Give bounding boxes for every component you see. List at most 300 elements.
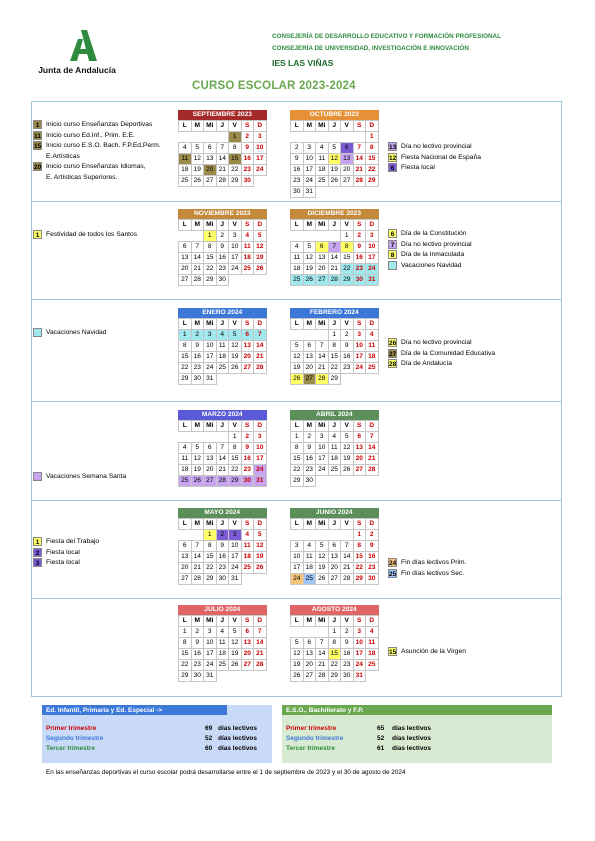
weekday-header: D <box>366 616 379 627</box>
legend-swatch: 1 <box>33 120 42 129</box>
day-cell: 31 <box>204 671 217 682</box>
day-cell: 9 <box>241 143 254 154</box>
day-cell: 10 <box>291 552 304 563</box>
empty-cell <box>191 432 204 443</box>
day-cell: 17 <box>204 649 217 660</box>
weekday-header: J <box>328 121 341 132</box>
month-title: JUNIO 2024 <box>290 508 379 518</box>
empty-cell <box>316 627 329 638</box>
empty-cell <box>328 132 341 143</box>
day-cell: 19 <box>316 563 329 574</box>
weekday-header: L <box>291 121 304 132</box>
day-cell: 21 <box>254 649 267 660</box>
weekday-header: S <box>353 319 366 330</box>
empty-cell <box>341 476 354 487</box>
day-cell: 9 <box>291 154 304 165</box>
day-cell: 5 <box>316 541 329 552</box>
day-cell: 1 <box>179 627 192 638</box>
empty-cell <box>254 176 267 187</box>
legend-text: Inicio curso E.S.O. Bach. F.P.Ed,Perm. <box>46 142 161 149</box>
day-cell: 9 <box>216 541 229 552</box>
day-cell: 2 <box>341 330 354 341</box>
legend-text: Vacaciones Navidad <box>46 329 107 336</box>
day-cell: 15 <box>179 649 192 660</box>
day-cell: 31 <box>366 275 379 286</box>
legend-item <box>33 131 161 142</box>
day-cell: 31 <box>303 187 316 198</box>
day-cell: 19 <box>229 649 242 660</box>
day-cell: 13 <box>241 638 254 649</box>
day-cell: 30 <box>216 275 229 286</box>
weekday-header: D <box>254 421 267 432</box>
legend-section-5-right <box>388 558 466 579</box>
day-cell: 24 <box>254 165 267 176</box>
day-cell: 10 <box>366 242 379 253</box>
day-cell: 25 <box>303 574 316 585</box>
day-cell: 18 <box>179 165 192 176</box>
day-cell: 27 <box>303 671 316 682</box>
empty-cell <box>204 132 217 143</box>
day-cell: 7 <box>366 432 379 443</box>
day-cell: 1 <box>328 330 341 341</box>
calendar-july-2024 <box>178 605 267 682</box>
day-cell: 4 <box>316 143 329 154</box>
day-cell: 15 <box>229 154 242 165</box>
day-cell: 8 <box>204 541 217 552</box>
empty-cell <box>316 187 329 198</box>
day-cell: 29 <box>328 374 341 385</box>
empty-cell <box>316 476 329 487</box>
day-cell: 29 <box>341 275 354 286</box>
empty-cell <box>366 476 379 487</box>
legend-section-1 <box>33 120 161 183</box>
legend-section-3 <box>33 328 106 339</box>
weekday-header: S <box>241 121 254 132</box>
day-cell: 26 <box>316 574 329 585</box>
legend-item <box>33 141 161 152</box>
day-cell: 1 <box>353 530 366 541</box>
legend-item <box>388 338 495 349</box>
weekday-header: V <box>229 421 242 432</box>
day-cell: 3 <box>291 541 304 552</box>
legend-text: Día no lectivo provincial <box>401 143 472 150</box>
day-cell: 11 <box>241 242 254 253</box>
day-cell: 19 <box>291 363 304 374</box>
day-cell: 22 <box>229 165 242 176</box>
day-cell: 3 <box>254 432 267 443</box>
day-cell: 1 <box>229 132 242 143</box>
weekday-header: J <box>216 220 229 231</box>
day-cell: 23 <box>366 563 379 574</box>
empty-cell <box>316 530 329 541</box>
weekday-header: M <box>191 616 204 627</box>
day-cell: 16 <box>291 165 304 176</box>
day-cell: 16 <box>191 352 204 363</box>
row-unit: días lectivos <box>218 725 258 732</box>
day-cell: 22 <box>328 660 341 671</box>
day-cell: 23 <box>191 363 204 374</box>
weekday-header: J <box>328 616 341 627</box>
day-cell: 13 <box>179 253 192 264</box>
day-cell: 22 <box>179 363 192 374</box>
weekday-header: L <box>291 319 304 330</box>
legend-section-2-right <box>388 229 472 271</box>
day-cell: 19 <box>328 165 341 176</box>
weekday-header: Mi <box>316 421 329 432</box>
day-cell: 14 <box>191 552 204 563</box>
footer-note: En las enseñanzas deportivas el curso escolar podrá desarrollarse entre el 1 de septiembre de 2023 y el 30 de agosto de 2024 <box>46 769 406 776</box>
day-cell: 22 <box>366 165 379 176</box>
day-cell: 21 <box>191 264 204 275</box>
day-cell: 22 <box>341 264 354 275</box>
day-cell: 10 <box>229 242 242 253</box>
day-cell: 3 <box>204 330 217 341</box>
day-cell: 30 <box>291 187 304 198</box>
empty-cell <box>341 132 354 143</box>
day-cell: 6 <box>179 242 192 253</box>
weekday-header: S <box>353 421 366 432</box>
day-cell: 21 <box>341 563 354 574</box>
day-cell: 17 <box>254 454 267 465</box>
day-cell: 16 <box>353 253 366 264</box>
day-cell: 26 <box>328 176 341 187</box>
day-cell: 24 <box>316 465 329 476</box>
weekday-header: M <box>303 616 316 627</box>
day-cell: 29 <box>291 476 304 487</box>
legend-text: Día de Andalucía <box>401 360 452 367</box>
day-cell: 21 <box>328 264 341 275</box>
weekday-header: S <box>241 421 254 432</box>
day-cell: 12 <box>191 154 204 165</box>
month-grid <box>178 420 267 487</box>
month-grid <box>290 518 379 585</box>
day-cell: 29 <box>204 574 217 585</box>
day-cell: 26 <box>254 563 267 574</box>
legend-text: Día de la Comunidad Educativa <box>401 349 496 357</box>
day-cell: 14 <box>366 443 379 454</box>
day-cell: 6 <box>241 627 254 638</box>
day-cell: 13 <box>303 649 316 660</box>
empty-cell <box>229 374 242 385</box>
day-cell: 18 <box>216 649 229 660</box>
legend-text: Asunción de la Virgen <box>401 648 466 655</box>
day-cell: 4 <box>179 143 192 154</box>
legend-text: Fiesta del Trabajo <box>46 538 100 545</box>
legend-text: Inicio curso Ed.Inf., Prim. E.E. <box>46 131 135 139</box>
legend-text: Festividad de todos los Santos <box>46 231 138 238</box>
day-cell: 8 <box>366 143 379 154</box>
day-cell: 17 <box>353 352 366 363</box>
day-cell: 19 <box>254 253 267 264</box>
day-cell: 16 <box>303 454 316 465</box>
day-cell: 29 <box>229 176 242 187</box>
weekday-header: Mi <box>204 519 217 530</box>
calendar-may-2024 <box>178 508 267 585</box>
calendar-august-2024 <box>290 605 379 682</box>
legend-swatch: 3 <box>33 558 42 567</box>
weekday-header: Mi <box>204 319 217 330</box>
weekday-header: L <box>179 519 192 530</box>
day-cell: 19 <box>341 454 354 465</box>
legend-item <box>388 349 495 360</box>
day-cell: 12 <box>303 253 316 264</box>
weekday-header: Mi <box>316 519 329 530</box>
day-cell: 15 <box>353 552 366 563</box>
day-cell: 31 <box>229 574 242 585</box>
day-cell: 8 <box>291 443 304 454</box>
day-cell: 8 <box>204 242 217 253</box>
empty-cell <box>316 132 329 143</box>
day-cell: 24 <box>303 176 316 187</box>
legend-item <box>33 230 137 241</box>
day-cell: 2 <box>303 432 316 443</box>
row-label: Tercer trimestre <box>286 745 336 752</box>
empty-cell <box>291 530 304 541</box>
day-cell: 12 <box>291 352 304 363</box>
legend-text: Vacaciones Semana Santa <box>46 473 127 480</box>
day-cell: 28 <box>316 374 329 385</box>
empty-cell <box>353 132 366 143</box>
day-cell: 15 <box>328 649 341 660</box>
day-cell: 19 <box>229 352 242 363</box>
weekday-header: J <box>216 616 229 627</box>
day-cell: 16 <box>216 253 229 264</box>
row-value: 69 <box>205 725 213 732</box>
day-cell: 26 <box>191 176 204 187</box>
empty-cell <box>191 530 204 541</box>
legend-item <box>33 173 161 184</box>
weekday-header: V <box>341 121 354 132</box>
day-cell: 14 <box>254 341 267 352</box>
junta-logo-icon <box>68 28 98 62</box>
empty-cell <box>179 530 192 541</box>
legend-item <box>388 359 495 370</box>
weekday-header: J <box>216 121 229 132</box>
day-cell: 30 <box>241 476 254 487</box>
month-grid <box>290 219 379 286</box>
day-cell: 24 <box>204 363 217 374</box>
day-cell: 6 <box>316 242 329 253</box>
row-unit: días lectivos <box>218 745 258 752</box>
day-cell: 7 <box>191 541 204 552</box>
day-cell: 13 <box>179 552 192 563</box>
day-cell: 7 <box>316 341 329 352</box>
day-cell: 26 <box>291 671 304 682</box>
day-cell: 20 <box>328 563 341 574</box>
day-cell: 10 <box>204 341 217 352</box>
day-cell: 14 <box>341 552 354 563</box>
month-grid <box>178 120 267 187</box>
day-cell: 22 <box>204 563 217 574</box>
empty-cell <box>241 671 254 682</box>
day-cell: 5 <box>254 231 267 242</box>
day-cell: 15 <box>366 154 379 165</box>
day-cell: 6 <box>353 432 366 443</box>
day-cell: 23 <box>216 563 229 574</box>
weekday-header: D <box>366 421 379 432</box>
day-cell: 16 <box>191 649 204 660</box>
weekday-header: M <box>303 121 316 132</box>
day-cell: 3 <box>204 627 217 638</box>
row-value: 60 <box>205 745 213 752</box>
month-title: OCTUBRE 2023 <box>290 110 379 120</box>
legend-swatch: 1 <box>33 537 42 546</box>
weekday-header: D <box>254 220 267 231</box>
day-cell: 11 <box>216 341 229 352</box>
day-cell: 30 <box>241 176 254 187</box>
empty-cell <box>316 231 329 242</box>
day-cell: 1 <box>229 432 242 443</box>
row-label: Segundo trimestre <box>46 735 104 742</box>
day-cell: 28 <box>254 363 267 374</box>
day-cell: 13 <box>353 443 366 454</box>
weekday-header: S <box>241 220 254 231</box>
legend-section-6-right <box>388 647 466 658</box>
day-cell: 1 <box>179 330 192 341</box>
day-cell: 17 <box>254 154 267 165</box>
weekday-header: V <box>229 616 242 627</box>
day-cell: 13 <box>328 552 341 563</box>
row-value: 65 <box>377 725 385 732</box>
day-cell: 11 <box>328 443 341 454</box>
empty-cell <box>241 574 254 585</box>
day-cell: 25 <box>291 275 304 286</box>
day-cell: 7 <box>316 638 329 649</box>
row-unit: días lectivos <box>392 745 432 752</box>
weekday-header: J <box>216 421 229 432</box>
day-cell: 24 <box>204 660 217 671</box>
day-cell: 14 <box>316 649 329 660</box>
calendar-april-2024 <box>290 410 379 487</box>
weekday-header: S <box>241 616 254 627</box>
day-cell: 29 <box>353 574 366 585</box>
weekday-header: S <box>241 519 254 530</box>
day-cell: 25 <box>328 465 341 476</box>
day-cell: 23 <box>341 363 354 374</box>
row-unit: días lectivos <box>392 735 432 742</box>
legend-text: Vacaciones Navidad <box>401 261 462 269</box>
day-cell: 11 <box>216 638 229 649</box>
calendar-october-2023 <box>290 110 379 198</box>
empty-cell <box>291 330 304 341</box>
day-cell: 27 <box>303 374 316 385</box>
empty-cell <box>303 132 316 143</box>
day-cell: 11 <box>241 541 254 552</box>
summary-title-primary: Ed. Infantil, Primaria y Ed. Especial -> <box>42 705 227 715</box>
legend-item <box>388 261 472 272</box>
legend-text: E. Artísticas Superiores. <box>46 173 118 181</box>
day-cell: 3 <box>229 231 242 242</box>
day-cell: 9 <box>191 638 204 649</box>
empty-cell <box>291 132 304 143</box>
weekday-header: M <box>191 519 204 530</box>
day-cell: 11 <box>303 552 316 563</box>
legend-swatch: 28 <box>389 361 397 368</box>
weekday-header: V <box>341 220 354 231</box>
day-cell: 4 <box>328 432 341 443</box>
legend-item <box>388 240 472 251</box>
day-cell: 2 <box>191 627 204 638</box>
day-cell: 3 <box>316 432 329 443</box>
weekday-header: J <box>328 519 341 530</box>
day-cell: 10 <box>204 638 217 649</box>
day-cell: 8 <box>229 443 242 454</box>
day-cell: 22 <box>353 563 366 574</box>
day-cell: 4 <box>303 541 316 552</box>
day-cell: 2 <box>241 132 254 143</box>
weekday-header: V <box>229 319 242 330</box>
legend-item <box>388 569 466 580</box>
empty-cell <box>303 530 316 541</box>
day-cell: 6 <box>303 341 316 352</box>
legend-swatch <box>388 261 397 270</box>
day-cell: 25 <box>179 476 192 487</box>
day-cell: 10 <box>353 638 366 649</box>
day-cell: 11 <box>179 454 192 465</box>
day-cell: 24 <box>229 563 242 574</box>
empty-cell <box>241 374 254 385</box>
day-cell: 2 <box>366 530 379 541</box>
day-cell: 28 <box>316 671 329 682</box>
day-cell: 3 <box>254 132 267 143</box>
empty-cell <box>241 275 254 286</box>
summary-box-primary <box>42 705 272 763</box>
calendar-november-2023 <box>178 209 267 286</box>
empty-cell <box>341 530 354 541</box>
day-cell: 10 <box>316 443 329 454</box>
day-cell: 22 <box>179 660 192 671</box>
day-cell: 24 <box>353 363 366 374</box>
legend-swatch: 11 <box>34 132 41 140</box>
day-cell: 2 <box>241 432 254 443</box>
day-cell: 6 <box>341 143 354 154</box>
legend-swatch: 6 <box>388 229 397 238</box>
legend-text: Fiesta local <box>46 548 80 556</box>
day-cell: 6 <box>241 330 254 341</box>
month-title: DICIEMBRE 2023 <box>290 209 379 219</box>
weekday-header: Mi <box>204 220 217 231</box>
weekday-header: Mi <box>204 616 217 627</box>
day-cell: 25 <box>216 363 229 374</box>
day-cell: 18 <box>316 165 329 176</box>
month-title: JULIO 2024 <box>178 605 267 615</box>
weekday-header: Mi <box>316 616 329 627</box>
day-cell: 31 <box>254 476 267 487</box>
day-cell: 13 <box>316 253 329 264</box>
logo <box>22 28 132 78</box>
weekday-header: L <box>291 220 304 231</box>
day-cell: 20 <box>303 660 316 671</box>
day-cell: 13 <box>303 352 316 363</box>
empty-cell <box>216 132 229 143</box>
day-cell: 6 <box>303 638 316 649</box>
day-cell: 10 <box>303 154 316 165</box>
day-cell: 29 <box>328 671 341 682</box>
day-cell: 18 <box>291 264 304 275</box>
weekday-header: D <box>254 519 267 530</box>
empty-cell <box>366 187 379 198</box>
day-cell: 5 <box>191 143 204 154</box>
day-cell: 13 <box>204 454 217 465</box>
empty-cell <box>303 627 316 638</box>
day-cell: 5 <box>229 330 242 341</box>
empty-cell <box>341 374 354 385</box>
calendar-february-2024 <box>290 308 379 385</box>
day-cell: 18 <box>241 552 254 563</box>
day-cell: 3 <box>366 231 379 242</box>
day-cell: 12 <box>316 552 329 563</box>
empty-cell <box>353 374 366 385</box>
